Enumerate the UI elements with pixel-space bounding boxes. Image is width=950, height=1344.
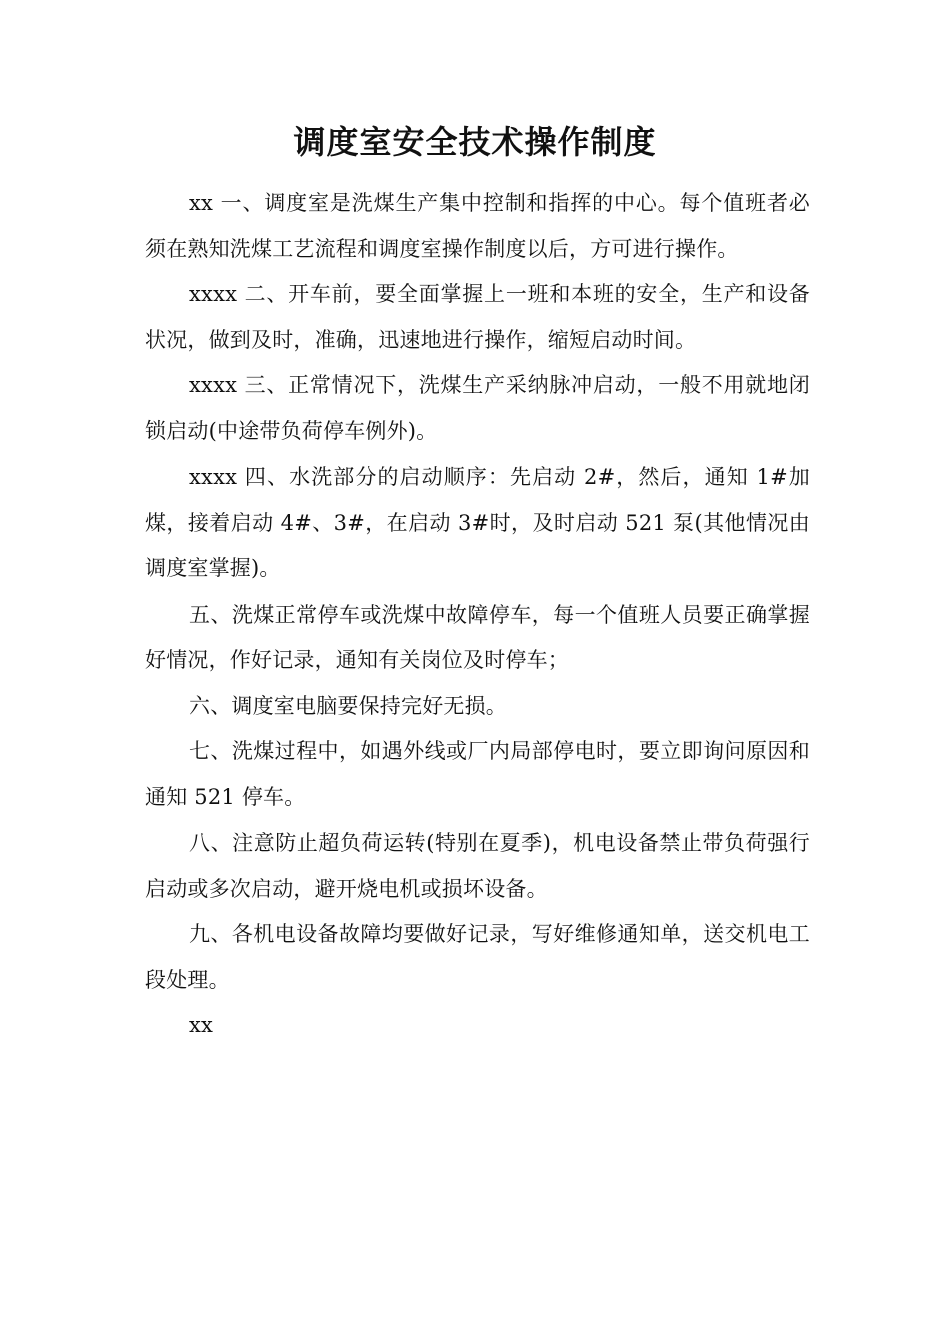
paragraph-8: 八、注意防止超负荷运转(特别在夏季)，机电设备禁止带负荷强行启动或多次启动，避开烧电机或损坏设备。 — [145, 831, 810, 901]
document-body — [145, 181, 810, 1049]
paragraph-6: 六、调度室电脑要保持完好无损。 — [189, 693, 507, 718]
paragraph-9: 九、各机电设备故障均要做好记录，写好维修通知单，送交机电工段处理。 — [145, 922, 810, 992]
paragraph-1: xx 一、调度室是洗煤生产集中控制和指挥的中心。每个值班者必须在熟知洗煤工艺流程和调度室操作制度以后，方可进行操作。 — [145, 191, 810, 261]
paragraph-2: xxxx 二、开车前，要全面掌握上一班和本班的安全，生产和设备状况，做到及时，准确，迅速地进行操作，缩短启动时间。 — [145, 282, 810, 352]
paragraph-5: 五、洗煤正常停车或洗煤中故障停车，每一个值班人员要正确掌握好情况，作好记录，通知有关岗位及时停车； — [145, 602, 810, 672]
document-title: 调度室安全技术操作制度 — [293, 123, 657, 161]
paragraph-4: xxxx 四、水洗部分的启动顺序：先启动 2#，然后，通知 1#加煤，接着启动 4#、3#，在启动 3#时，及时启动 521 泵(其他情况由调度室掌握)。 — [145, 465, 810, 580]
paragraph-3: xxxx 三、正常情况下，洗煤生产采纳脉冲启动，一般不用就地闭锁启动(中途带负荷停车例外)。 — [145, 373, 810, 443]
paragraph-7: 七、洗煤过程中，如遇外线或厂内局部停电时，要立即询问原因和通知 521 停车。 — [145, 739, 810, 809]
paragraph-10: xx — [189, 1013, 214, 1037]
